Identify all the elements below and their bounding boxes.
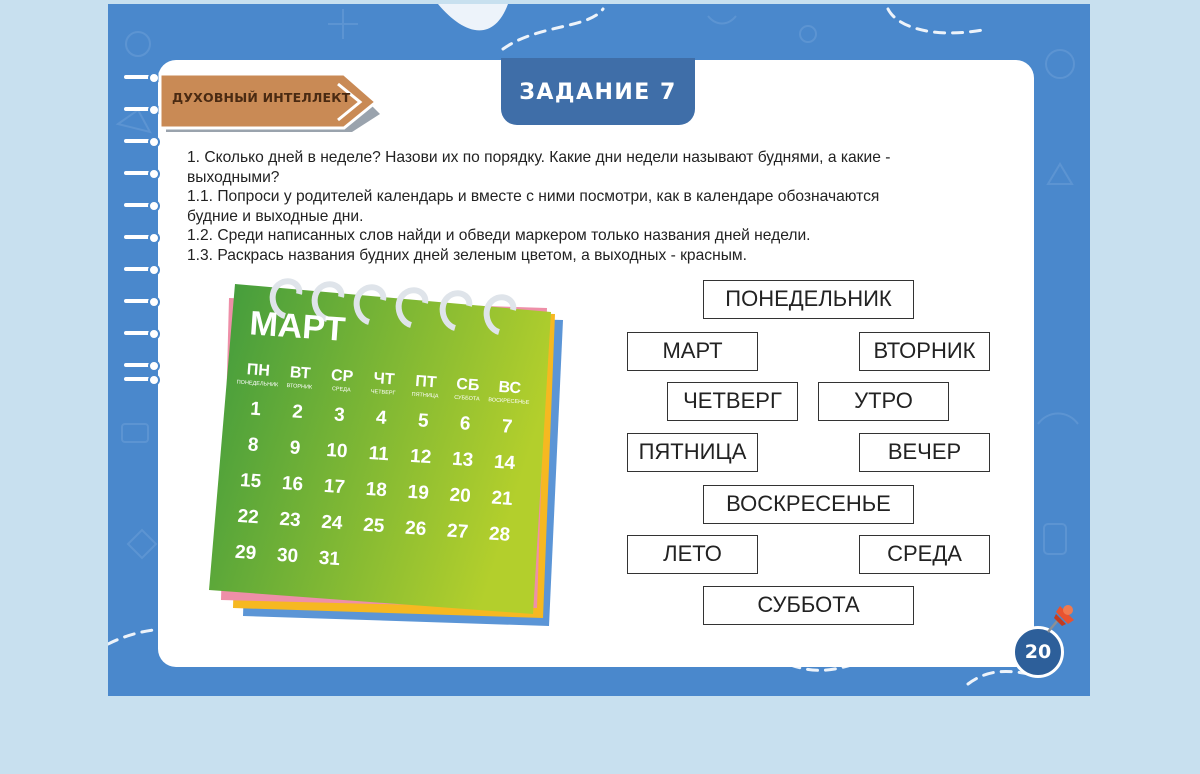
calendar-day: 3	[333, 404, 346, 427]
calendar-day: 2	[291, 401, 304, 424]
calendar-day: 20	[448, 484, 472, 508]
word-box-thursday[interactable]: ЧЕТВЕРГ	[667, 382, 798, 421]
word-box-march[interactable]: МАРТ	[627, 332, 758, 371]
calendar-weekday-short: СР	[330, 367, 354, 386]
calendar-day: 31	[318, 547, 341, 571]
instructions	[187, 148, 987, 266]
calendar-day: 4	[375, 407, 388, 430]
calendar-weekday-full: ПЯТНИЦА	[411, 391, 439, 400]
calendar-day: 30	[276, 544, 299, 568]
calendar-weekday-short: ЧТ	[372, 370, 396, 389]
calendar-weekday-full: ВОСКРЕСЕНЬЕ	[488, 397, 530, 406]
calendar-day: 5	[417, 410, 430, 432]
word-box-morning[interactable]: УТРО	[818, 382, 949, 421]
page-number: 20	[1012, 626, 1064, 678]
calendar-day: 16	[281, 472, 304, 496]
word-box-monday[interactable]: ПОНЕДЕЛЬНИК	[703, 280, 914, 319]
calendar-day: 8	[247, 434, 260, 457]
calendar-weekday-full: ПОНЕДЕЛЬНИК	[236, 379, 279, 389]
calendar-weekday-full: ЧЕТВЕРГ	[370, 388, 396, 397]
calendar-day: 1	[249, 398, 262, 421]
calendar-day: 25	[362, 514, 386, 538]
calendar-day: 22	[236, 505, 260, 529]
calendar-weekday-short: ВТ	[289, 364, 312, 383]
push-pin-icon	[1040, 600, 1080, 640]
calendar-day: 27	[446, 520, 469, 543]
word-box-summer[interactable]: ЛЕТО	[627, 535, 758, 574]
instruction-line: 1. Сколько дней в неделе? Назови их по порядку. Какие дни недели называют буднями, а какие -	[187, 149, 891, 166]
instruction-line: 1.3. Раскрась названия будних дней зеленым цветом, а выходных - красным.	[187, 246, 747, 264]
calendar-day: 11	[368, 442, 390, 466]
calendar-day: 28	[488, 523, 511, 546]
task-title: ЗАДАНИЕ 7	[501, 58, 695, 125]
category-label: ДУХОВНЫЙ ИНТЕЛЛЕКТ	[172, 90, 351, 105]
calendar-weekday-full: СУББОТА	[453, 394, 480, 403]
calendar-day: 18	[365, 478, 388, 502]
calendar-weekday-full: СРЕДА	[331, 386, 351, 394]
calendar-day: 26	[404, 517, 427, 541]
calendar-month: МАРТ	[248, 304, 347, 349]
calendar-day: 19	[406, 481, 430, 505]
word-box-friday[interactable]: ПЯТНИЦА	[627, 433, 758, 472]
calendar-day: 9	[289, 437, 302, 460]
calendar-day: 23	[278, 508, 302, 532]
calendar-day: 10	[325, 439, 349, 463]
calendar-day: 7	[501, 416, 514, 438]
calendar-illustration	[205, 272, 585, 632]
calendar-day: 17	[323, 475, 346, 499]
calendar-day: 6	[459, 413, 472, 435]
instruction-line: будние и выходные дни.	[187, 207, 364, 225]
instruction-line: 1.1. Попроси у родителей календарь и вместе с ними посмотри, как в календаре обозначаются	[187, 188, 880, 206]
calendar-weekday-short: ПН	[246, 361, 271, 380]
calendar-day: 12	[409, 445, 433, 469]
calendar-weekday-full: ВТОРНИК	[286, 382, 313, 391]
calendar-weekday-short: ВС	[497, 378, 522, 398]
word-box-tuesday[interactable]: ВТОРНИК	[859, 332, 990, 371]
instruction-line: 1.2. Среди написанных слов найди и обведи маркером только названия дней недели.	[187, 227, 811, 245]
word-box-wednesday[interactable]: СРЕДА	[859, 535, 990, 574]
calendar-day: 29	[234, 541, 257, 565]
calendar-day: 14	[493, 451, 516, 475]
calendar-day: 21	[490, 487, 514, 510]
calendar-weekday-short: ПТ	[414, 372, 438, 392]
calendar-day: 13	[451, 448, 474, 472]
word-box-sunday[interactable]: ВОСКРЕСЕНЬЕ	[703, 485, 914, 524]
category-tag	[158, 70, 386, 132]
word-box-saturday[interactable]: СУББОТА	[703, 586, 914, 625]
calendar-day: 15	[239, 469, 262, 493]
word-box-evening[interactable]: ВЕЧЕР	[859, 433, 990, 472]
instruction-line: выходными?	[187, 168, 280, 186]
calendar-day: 24	[320, 511, 344, 535]
calendar-image	[205, 272, 585, 632]
calendar-weekday-short: СБ	[455, 375, 480, 395]
